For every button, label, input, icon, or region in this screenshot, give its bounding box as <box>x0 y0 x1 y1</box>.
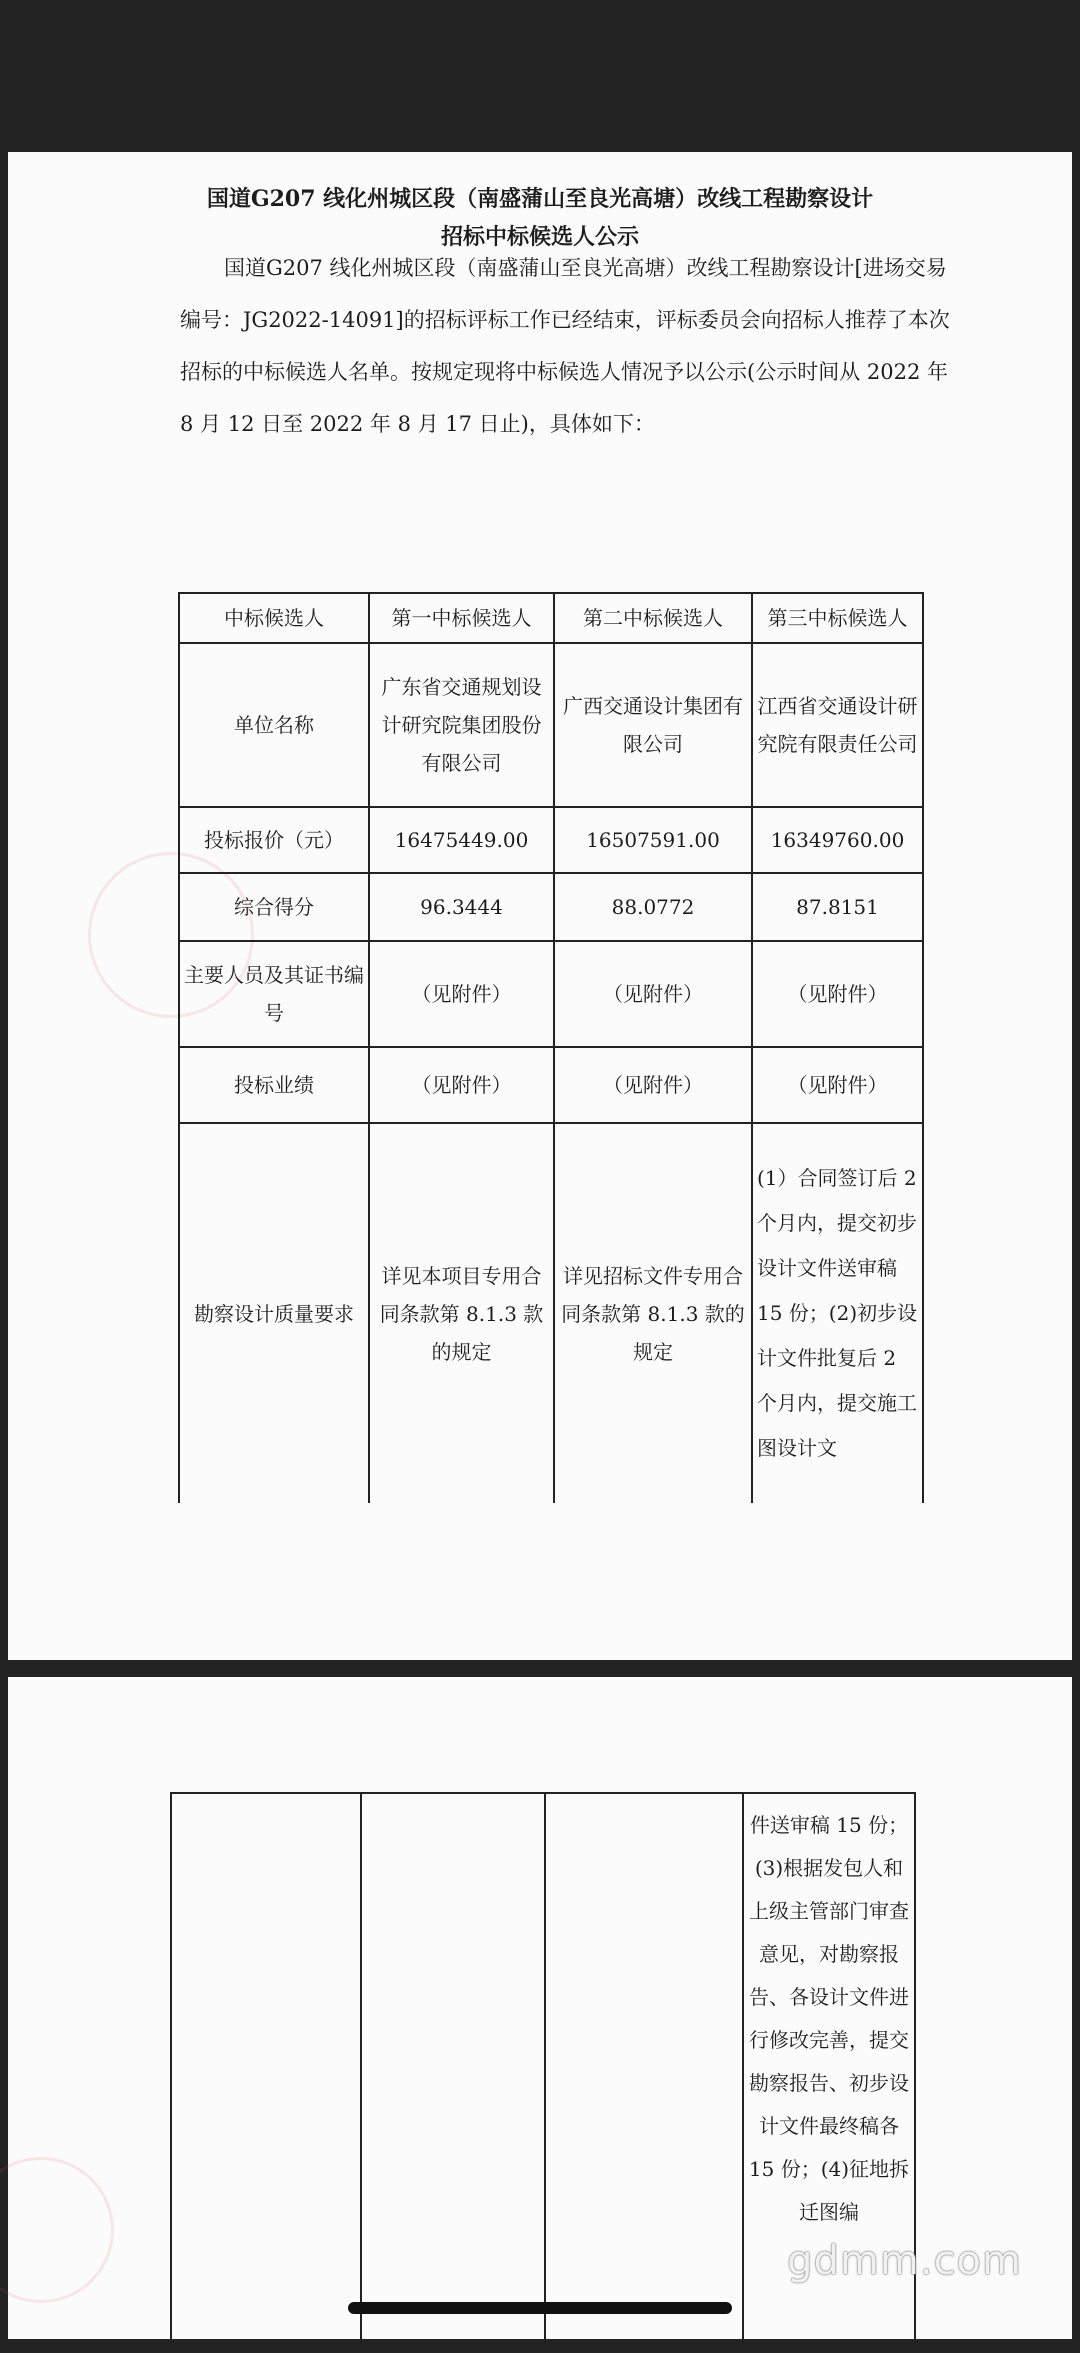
score: 96.3444 <box>369 873 554 941</box>
notice-intro: 国道G207 线化州城区段（南盛蒲山至良光高塘）改线工程勘察设计[进场交易编号：JG2022-14091]的招标评标工作已经结束，评标委员会向招标人推荐了本次招标的中标候选人名单。按规定现将中标候选人情况予以公示(公示时间从 2022 年 8 月 12 日至 2022 年 8 月 17 日止)，具体如下： <box>180 256 950 436</box>
document-page-2 <box>8 1677 1072 2339</box>
table-row <box>179 807 923 873</box>
personnel: （见附件） <box>369 941 554 1047</box>
row-label: 勘察设计质量要求 <box>179 1123 369 1503</box>
empty-cell <box>545 1793 743 2353</box>
bid-price: 16475449.00 <box>369 807 554 873</box>
quality-requirement-continued: 件送审稿 15 份；(3)根据发包人和上级主管部门审查意见，对勘察报告、各设计文件进行修改完善，提交勘察报告、初步设计文件最终稿各 15 份；(4)征地拆迁图编 <box>743 1793 915 2353</box>
header-cell: 第三中标候选人 <box>752 593 923 643</box>
site-watermark: gdmm.com <box>787 2238 1022 2284</box>
performance: （见附件） <box>554 1047 752 1123</box>
bid-price: 16507591.00 <box>554 807 752 873</box>
empty-cell <box>361 1793 545 2353</box>
row-label: 单位名称 <box>179 643 369 807</box>
personnel: （见附件） <box>752 941 923 1047</box>
notice-title: 国道G207 线化州城区段（南盛蒲山至良光高塘）改线工程勘察设计 <box>206 186 874 212</box>
row-label: 投标业绩 <box>179 1047 369 1123</box>
unit-name: 江西省交通设计研究院有限责任公司 <box>752 643 923 807</box>
table-row <box>179 1047 923 1123</box>
table-row <box>179 1123 923 1503</box>
header-cell: 第二中标候选人 <box>554 593 752 643</box>
header-cell: 第一中标候选人 <box>369 593 554 643</box>
home-indicator[interactable] <box>348 2302 732 2314</box>
quality-requirement: 详见本项目专用合同条款第 8.1.3 款的规定 <box>369 1123 554 1503</box>
personnel: （见附件） <box>554 941 752 1047</box>
bid-price: 16349760.00 <box>752 807 923 873</box>
quality-requirement: (1）合同签订后 2 个月内，提交初步设计文件送审稿 15 份；(2)初步设计文件批复后 2 个月内，提交施工图设计文 <box>752 1123 923 1503</box>
score: 88.0772 <box>554 873 752 941</box>
score: 87.8151 <box>752 873 923 941</box>
row-label: 投标报价（元） <box>179 807 369 873</box>
table-row <box>179 941 923 1047</box>
notice-subtitle: 招标中标候选人公示 <box>440 224 639 250</box>
unit-name: 广东省交通规划设计研究院集团股份有限公司 <box>369 643 554 807</box>
unit-name: 广西交通设计集团有限公司 <box>554 643 752 807</box>
row-label: 综合得分 <box>179 873 369 941</box>
table-header-row <box>179 593 923 643</box>
document-page-1 <box>8 152 1072 1660</box>
table-row <box>179 643 923 807</box>
header-cell: 中标候选人 <box>179 593 369 643</box>
performance: （见附件） <box>369 1047 554 1123</box>
performance: （见附件） <box>752 1047 923 1123</box>
table-row <box>179 873 923 941</box>
empty-cell <box>171 1793 361 2353</box>
row-label: 主要人员及其证书编号 <box>179 941 369 1047</box>
candidate-table <box>178 592 924 1503</box>
faded-stamp <box>0 2157 114 2303</box>
quality-requirement: 详见招标文件专用合同条款第 8.1.3 款的规定 <box>554 1123 752 1503</box>
